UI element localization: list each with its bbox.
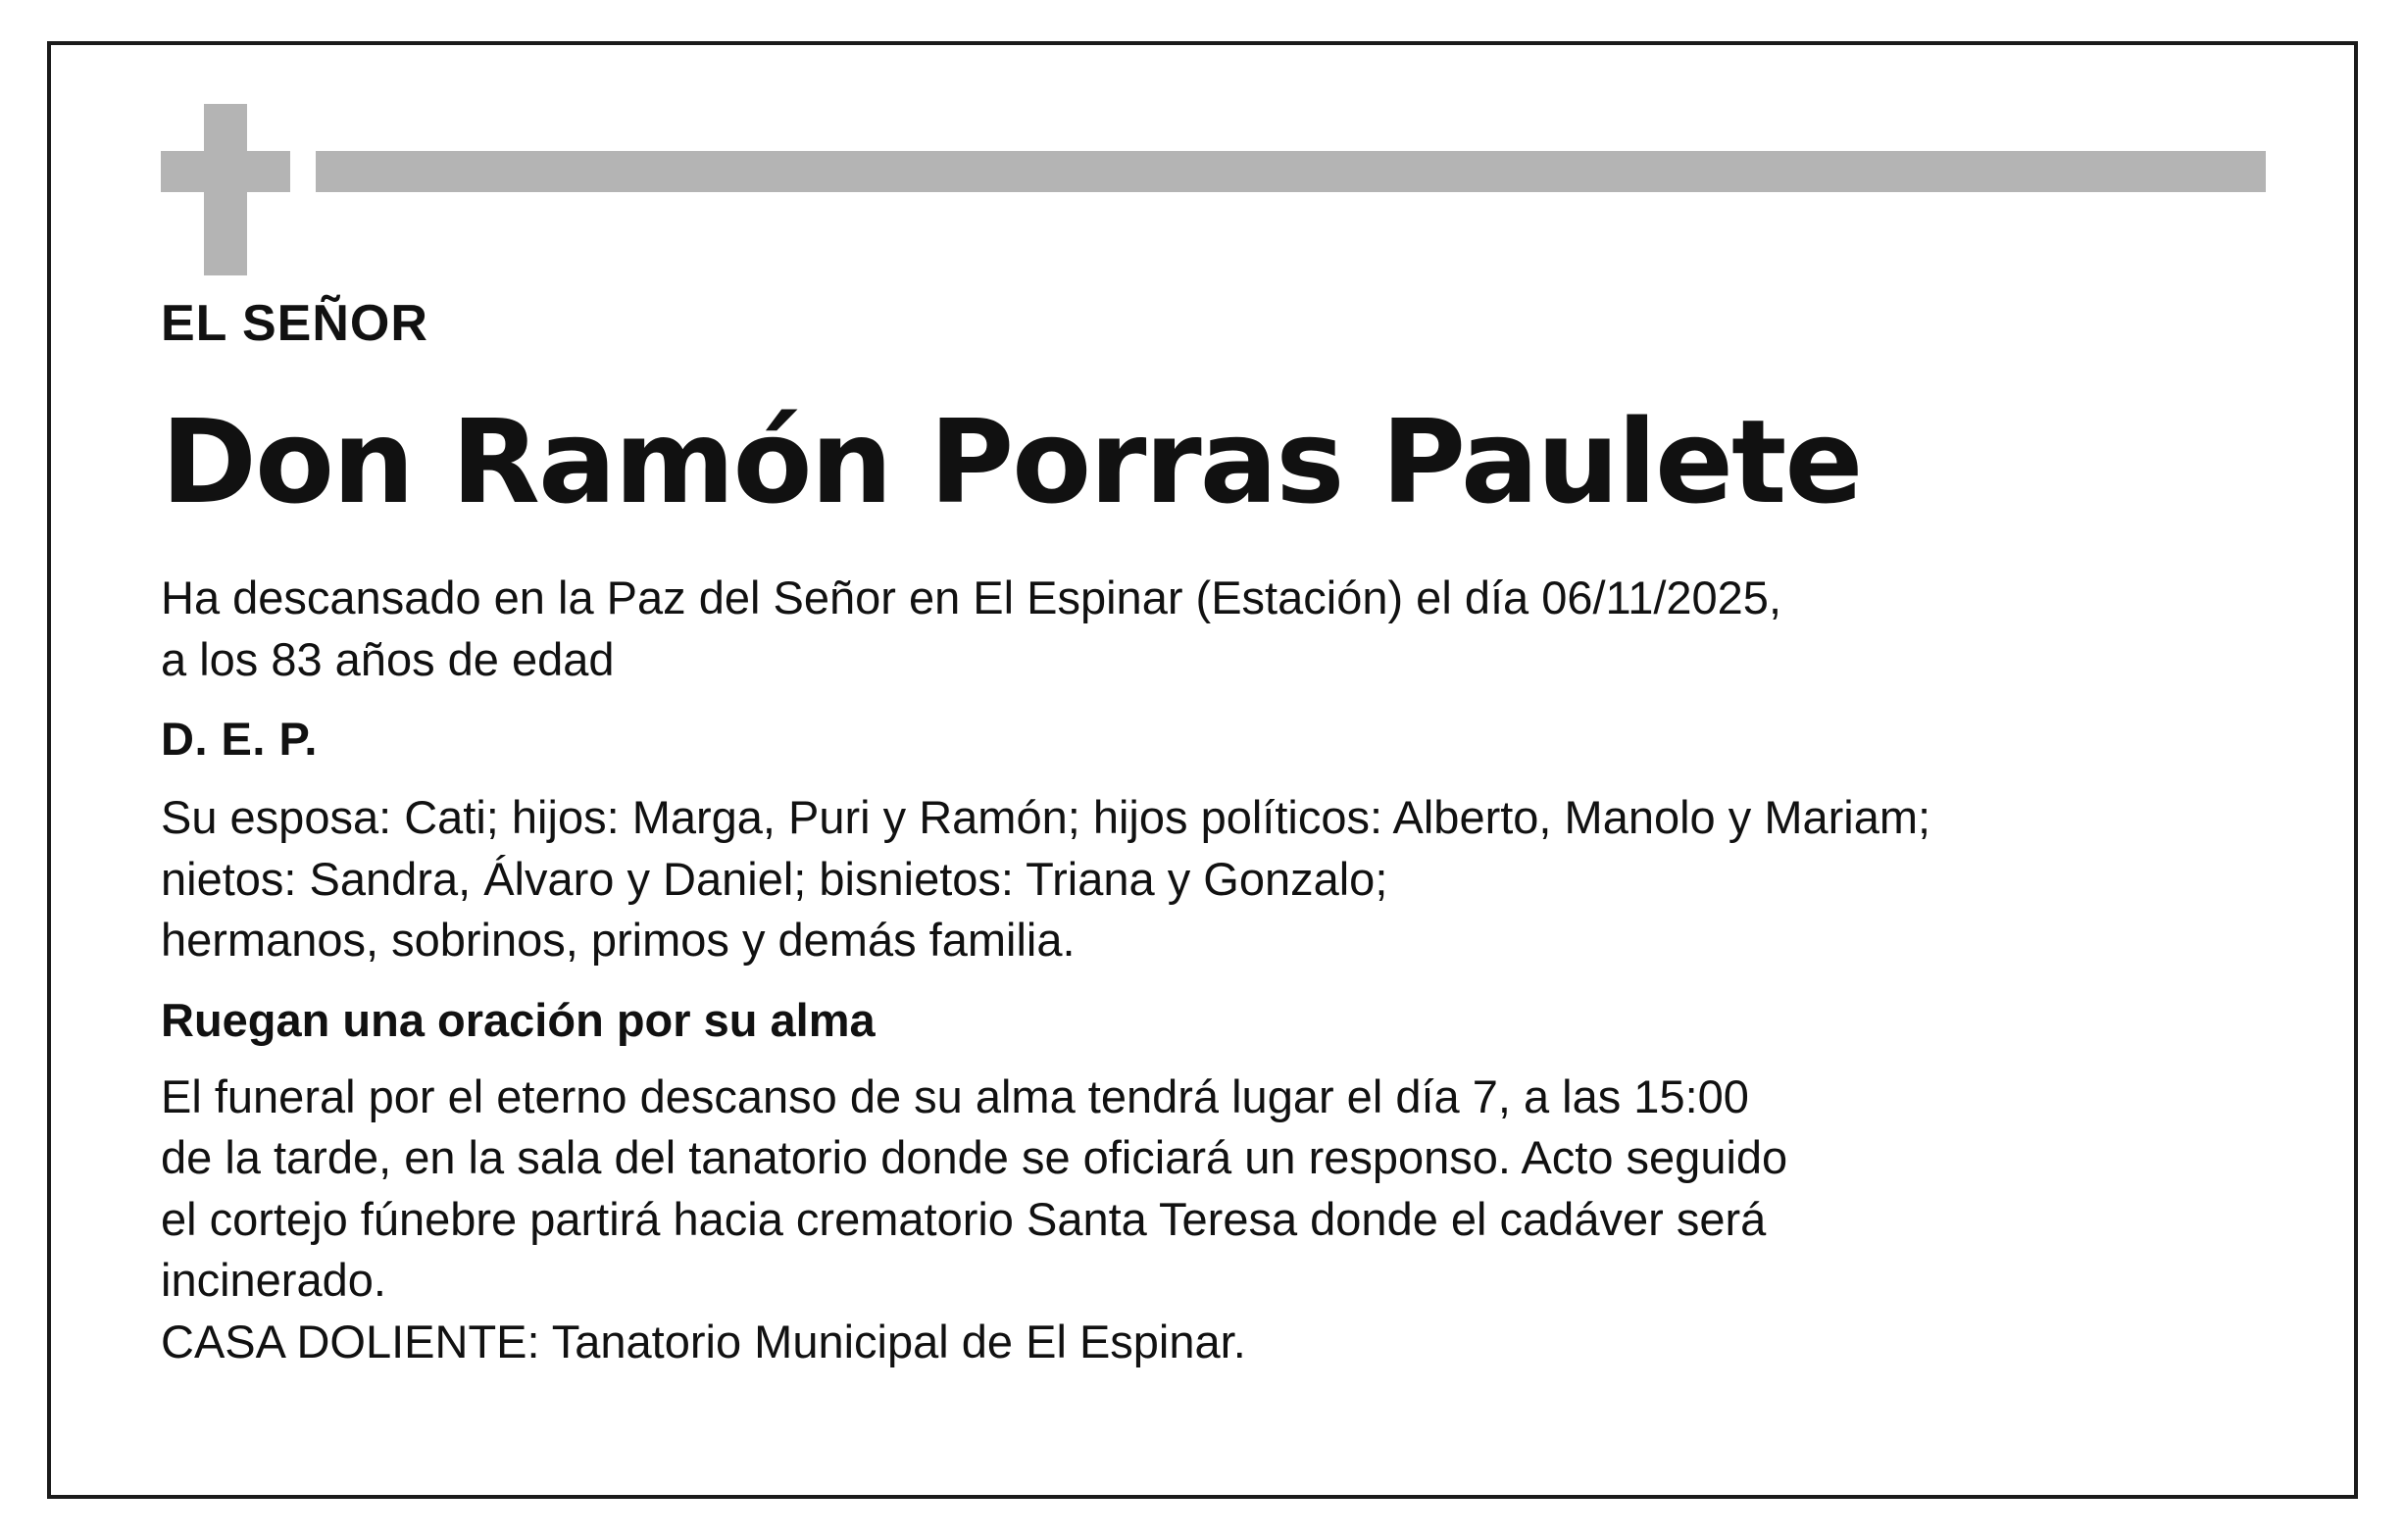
family-list-line-1: Su esposa: Cati; hijos: Marga, Puri y Ramón; hijos políticos: Alberto, Manolo y Mariam; [161,791,1931,844]
notice-content [161,104,2266,1390]
death-statement [161,568,2239,690]
family-list-line-2: nietos: Sandra, Álvaro y Daniel; bisnietos: Triana y Gonzalo; [161,852,1388,905]
cross-horizontal-bar [161,151,290,192]
funeral-details-line-1: El funeral por el eterno descanso de su alma tendrá lugar el día 7, a las 15:00 [161,1069,1749,1122]
funeral-details-line-4: incinerado. [161,1254,386,1307]
funeral-details [161,1067,2239,1373]
family-list [161,787,2239,971]
death-statement-line-2: a los 83 años de edad [161,632,615,685]
notice-header [161,104,2266,290]
prayer-request: Ruegan una oración por su alma [161,993,876,1046]
latin-cross-icon [161,104,278,275]
deceased-name: Don Ramón Porras Paulete [161,394,1862,530]
funeral-details-line-2: de la tarde, en la sala del tanatorio donde se oficiará un responso. Acto seguido [161,1131,1788,1184]
honorific-eyebrow: EL SEÑOR [161,295,428,352]
family-list-line-3: hermanos, sobrinos, primos y demás familia. [161,914,1076,967]
funeral-details-line-3: el cortejo fúnebre partirá hacia crematorio Santa Teresa donde el cadáver será [161,1192,1767,1245]
header-rule [316,151,2266,192]
death-statement-line-1: Ha descansado en la Paz del Señor en El Espinar (Estación) el día 06/11/2025, [161,571,1782,624]
rest-in-peace-label: D. E. P. [161,713,318,766]
obituary-notice [47,41,2358,1499]
mourning-house: CASA DOLIENTE: Tanatorio Municipal de El Espinar. [161,1315,1246,1367]
